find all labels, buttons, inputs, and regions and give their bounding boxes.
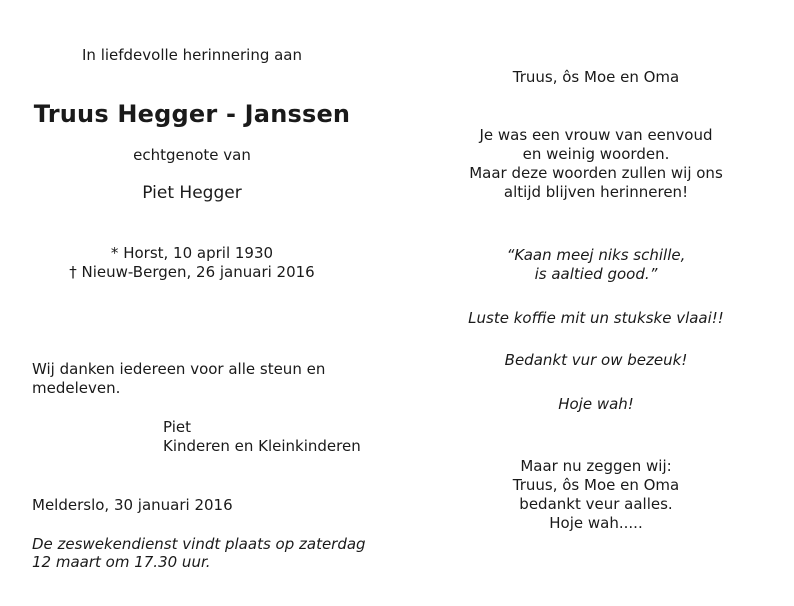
- closing-line-1: Maar nu zeggen wij:: [520, 457, 672, 475]
- place-date: Melderslo, 30 januari 2016: [32, 496, 233, 514]
- death-line: † Nieuw-Bergen, 26 januari 2016: [69, 263, 315, 281]
- thanks-line-1: Wij danken iedereen voor alle steun en: [32, 360, 326, 378]
- signature-2: Kinderen en Kleinkinderen: [163, 437, 361, 455]
- quote-line-2: is aaltied good.”: [534, 265, 658, 283]
- poem-line-2: en weinig woorden.: [522, 145, 670, 163]
- poem-line-4: altijd blijven herinneren!: [503, 183, 689, 201]
- quote-line-1: “Kaan meej niks schille,: [506, 246, 686, 264]
- service-line-2: 12 maart om 17.30 uur.: [32, 553, 211, 571]
- poem-line-1: Je was een vrouw van eenvoud: [479, 126, 713, 144]
- signature-1: Piet: [163, 418, 191, 436]
- intro-text: In liefdevolle herinnering aan: [81, 46, 303, 64]
- goodbye-line: Hoje wah!: [558, 395, 634, 413]
- closing-line-3: bedankt veur aalles.: [519, 495, 673, 513]
- spouse-name: Piet Hegger: [142, 183, 242, 203]
- closing-line-4: Hoje wah.....: [549, 514, 643, 532]
- deceased-name: Truus Hegger - Janssen: [33, 100, 351, 128]
- right-heading: Truus, ôs Moe en Oma: [512, 68, 680, 86]
- service-line-1: De zeswekendienst vindt plaats op zaterdag: [32, 535, 366, 553]
- birth-line: * Horst, 10 april 1930: [110, 244, 274, 262]
- visit-thanks-line: Bedankt vur ow bezeuk!: [504, 351, 688, 369]
- coffee-line: Luste koffie mit un stukske vlaai!!: [468, 309, 724, 327]
- poem-line-3: Maar deze woorden zullen wij ons: [469, 164, 723, 182]
- spouse-label: echtgenote van: [133, 146, 251, 164]
- thanks-line-2: medeleven.: [32, 379, 121, 397]
- closing-line-2: Truus, ôs Moe en Oma: [512, 476, 680, 494]
